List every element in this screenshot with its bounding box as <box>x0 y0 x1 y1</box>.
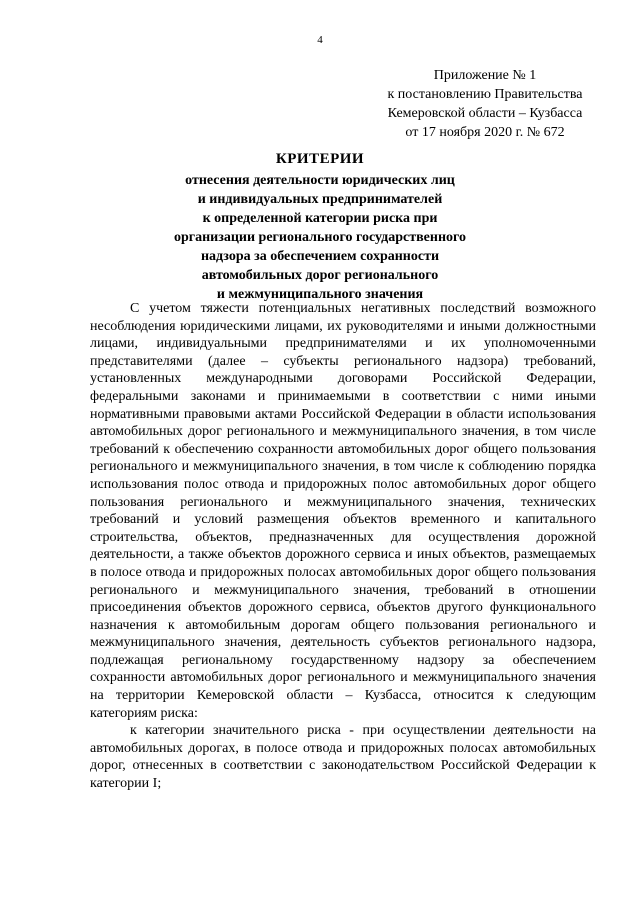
title-subtitle-line: организации регионального государственного <box>173 230 467 245</box>
appendix-line: Кемеровской области – Кузбасса <box>387 106 583 121</box>
page-number: 4 <box>317 34 323 46</box>
title-subtitle-line: автомобильных дорог регионального <box>201 268 439 283</box>
appendix-line: от 17 ноября 2020 г. № 672 <box>405 125 565 140</box>
title-subtitle-line: и межмуниципального значения <box>216 287 424 302</box>
appendix-line: к постановлению Правительства <box>387 87 583 102</box>
paragraph-intro: С учетом тяжести потенциальных негативных последствий возможного несоблюдения юридическими лицами, их руководителями и иными должностными лицами, индивидуальными предпринимателями и их уполномоченными представителями (далее – субъекты регионального надзора) требований, установленных международными договорами Российской Федерации, федеральными законами и принимаемыми в соответствии с ними иными нормативными правовыми актами Российской Федерации в области использования автомобильных дорог регионального и межмуниципального значения, в том числе требований к обеспечению сохранности автомобильных дорог общего пользования регионального и межмуниципального значения, в том числе к соблюдению порядка использования полос отвода и придорожных полос автомобильных дорог общего пользования регионального и межмуниципального значения, технических требований и условий размещения объектов временного и капитального строительства, объектов, предназначенных для осуществления дорожной деятельности, а также объектов дорожного сервиса и иных объектов, размещаемых в полосе отвода и придорожных полосах автомобильных дорог общего пользования регионального и межмуниципального значения, требований в отношении присоединения объектов дорожного сервиса, объектов другого функционального назначения к автомобильным дорогам общего пользования регионального и межмуниципального значения, деятельность субъектов регионального надзора, подлежащая региональному государственному надзору за обеспечением сохранности автомобильных дорог регионального и межмуниципального значения на территории Кемеровской области – Кузбасса, относится к следующим категориям риска: <box>90 301 596 721</box>
document-title <box>60 150 580 304</box>
paragraph-category-significant: к категории значительного риска - при осуществлении деятельности на автомобильных дорогах, в полосе отвода и придорожных полосах автомобильных дорог, отнесенных в соответствии с законодательством Российской Федерации к категории I; <box>90 723 596 792</box>
appendix-line: Приложение № 1 <box>433 68 537 83</box>
title-subtitle-line: надзора за обеспечением сохранности <box>200 249 440 264</box>
title-subtitle-line: и индивидуальных предпринимателей <box>197 192 443 207</box>
appendix-header <box>360 66 610 142</box>
title-subtitle-line: отнесения деятельности юридических лиц <box>185 173 455 188</box>
title-subtitle-line: к определенной категории риска при <box>202 211 438 226</box>
title-main: КРИТЕРИИ <box>275 151 365 167</box>
body-text <box>90 300 596 793</box>
